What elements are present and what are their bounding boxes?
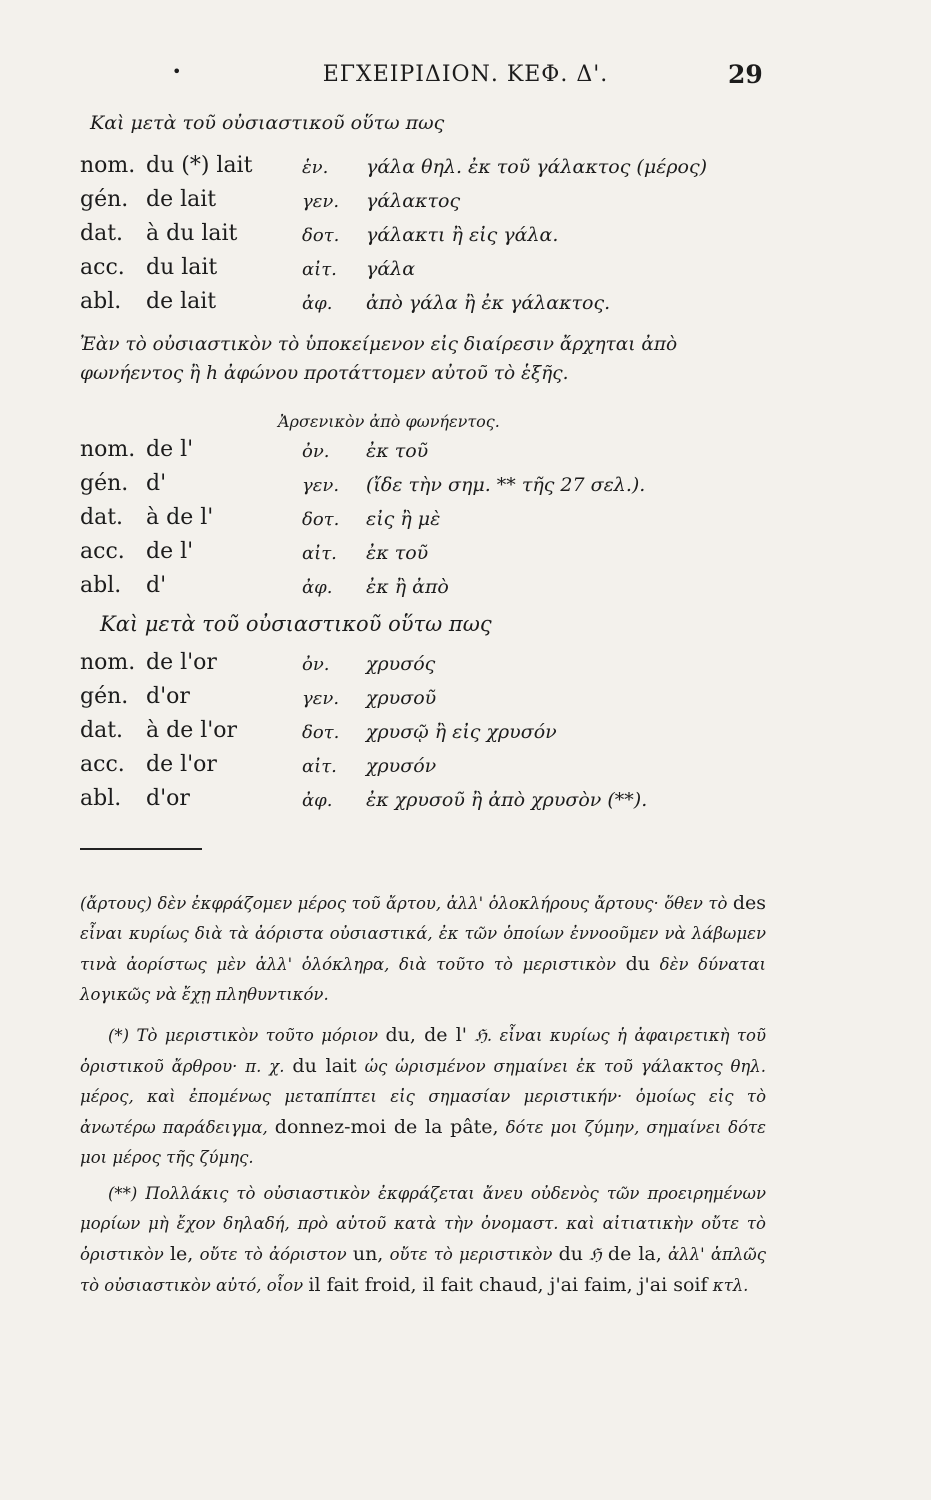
greek-case: ὀν. [302,441,330,462]
table-row [80,786,780,820]
case-label: abl. [80,289,122,314]
french-term: il fait froid, il fait chaud, j'ai faim, j'ai soif [308,1274,708,1296]
table-row [80,505,780,539]
table-row [80,752,780,786]
footnote-text: δότε μοι ζύμην, σημαίνει δότε μοι μέρος τῆς ζύμης. [80,1118,766,1167]
greek-translation: ἐκ τοῦ [366,440,429,462]
case-label: nom. [80,650,136,675]
running-head: ΕΓΧΕΙΡΙΔΙΟΝ. ΚΕΦ. Δ'. [322,62,609,87]
case-label: gén. [80,187,129,212]
footnote-text: ℌ. εἶναι κυρίως ἡ ἀφαιρετικὴ τοῦ ὁριστικοῦ ἄρθρου· π. χ. [80,1026,767,1076]
case-label: dat. [80,221,124,246]
french-form: de l'or [146,650,217,675]
footnote-text: ὡς ὡρισμένον σημαίνει ἐκ τοῦ γάλακτος θηλ. μέρος, καὶ ἐπομένως μεταπίπτει εἰς σημασίαν μεριστικήν· ὁμοίως εἰς τὸ ἀνωτέρω παράδειγμα, [80,1057,767,1137]
case-label: abl. [80,573,122,598]
french-term: donnez-moi de la pâte, [274,1116,499,1138]
greek-case: δοτ. [302,509,340,530]
footnote-text: δὲν δύναται λογικῶς νὰ ἔχῃ πληθυντικόν. [80,955,766,1004]
french-form: à de l'or [146,718,238,743]
greek-translation: (ἴδε τὴν σημ. ** τῆς 27 σελ.). [366,474,646,496]
french-form: d'or [146,786,190,811]
french-form: d'or [146,684,190,709]
footnote-text: οὔτε τὸ μεριστικὸν [389,1245,553,1264]
french-form: du (*) lait [146,153,253,178]
greek-translation: χρυσοῦ [366,687,437,709]
french-form: de lait [146,187,217,212]
footnote-text: οὔτε τὸ ἀόριστον [199,1245,347,1264]
greek-translation: χρυσῷ ἢ εἰς χρυσόν [366,721,557,743]
greek-case: ὀν. [302,654,330,675]
rule-paragraph [80,330,766,388]
paragraph-line: Ἐὰν τὸ οὐσιαστικὸν τὸ ὑποκείμενον εἰς διαίρεσιν ἄρχηται ἀπὸ [80,334,678,355]
footnote-text: ℌ [589,1245,602,1264]
french-form: d' [146,573,167,598]
greek-case: αἰτ. [302,543,337,564]
french-form: du lait [146,255,218,280]
french-term: du [625,953,651,975]
case-label: gén. [80,471,129,496]
greek-translation: ἐκ χρυσοῦ ἢ ἀπὸ χρυσὸν (**). [366,789,648,811]
greek-case: ἀφ. [302,790,333,811]
greek-case: δοτ. [302,722,340,743]
french-form: de l' [146,437,194,462]
footnote-text: εἶναι κυρίως διὰ τὰ ἀόριστα οὐσιαστικά, ἐκ τῶν ὁποίων ἐννοοῦμεν νὰ λάβωμεν τινὰ ἀορίστως μὲν ἀλλ' ὁλόκληρα, διὰ τοῦτο τὸ μεριστικὸν [80,924,766,974]
french-term: du lait [292,1055,357,1077]
footnote-text: (*) Τὸ μεριστικὸν τοῦτο μόριον [108,1026,379,1045]
greek-case: γεν. [302,688,340,709]
greek-translation: γάλα [366,258,416,280]
french-form: de l' [146,539,194,564]
greek-translation: ἀπὸ γάλα ἢ ἐκ γάλακτος. [366,292,611,314]
table-row [80,187,780,221]
greek-translation: χρυσός [366,653,436,675]
greek-translation: γάλακτος [366,190,461,212]
case-label: nom. [80,437,136,462]
paragraph-line: φωνήεντος ἢ h ἀφώνου προτάττομεν αὐτοῦ τὸ ἑξῆς. [80,363,569,384]
section3-intro: Καὶ μετὰ τοῦ οὐσιαστικοῦ οὕτω πως [100,612,492,636]
section2-subtitle: Ἀρσενικὸν ἀπὸ φωνήεντος. [278,412,500,431]
footnote-1 [80,1020,766,1173]
case-label: acc. [80,255,125,280]
french-term: du, de l' [385,1024,468,1046]
case-label: nom. [80,153,136,178]
french-form: à du lait [146,221,238,246]
table-row [80,471,780,505]
table-row [80,684,780,718]
greek-translation: ἐκ τοῦ [366,542,429,564]
french-term: le, [169,1243,194,1265]
french-term: du [558,1243,584,1265]
greek-translation: γάλακτι ἢ εἰς γάλα. [366,224,559,246]
case-label: acc. [80,752,125,777]
page-number: 29 [728,60,763,89]
case-label: gén. [80,684,129,709]
table-row [80,539,780,573]
footnote-text: κτλ. [712,1276,749,1295]
greek-translation: ἐκ ἢ ἀπὸ [366,576,449,598]
footnotes [80,888,766,1301]
header-dot: • [172,62,182,81]
footnote-text: ἀλλ' ἁπλῶς τὸ οὐσιαστικὸν αὐτό, οἷον [80,1245,766,1295]
greek-case: ἀφ. [302,293,333,314]
table-row [80,255,780,289]
greek-translation: γάλα θηλ. ἐκ τοῦ γάλακτος (μέρος) [366,156,708,178]
footnote-2 [80,1179,766,1301]
table-row [80,153,780,187]
greek-case: ἀφ. [302,577,333,598]
case-label: dat. [80,718,124,743]
greek-case: δοτ. [302,225,340,246]
french-term: un, [352,1243,384,1265]
greek-translation: χρυσόν [366,755,437,777]
footnote-text: (**) Πολλάκις τὸ οὐσιαστικὸν ἐκφράζεται ἄνευ οὐδενὸς τῶν προειρημένων μορίων μὴ ἔχον δηλαδή, πρὸ αὐτοῦ κατὰ τὴν ὀνομαστ. καὶ αἰτιατικὴν οὔτε τὸ ὁριστικὸν [80,1184,766,1264]
greek-case: γεν. [302,475,340,496]
greek-case: αἰτ. [302,259,337,280]
greek-translation: εἰς ἢ μὲ [366,508,441,530]
table-row [80,718,780,752]
case-label: dat. [80,505,124,530]
french-form: de lait [146,289,217,314]
footnote-text: (ἄρτους) δὲν ἐκφράζομεν μέρος τοῦ ἄρτου, ἀλλ' ὁλοκλήρους ἄρτους· ὅθεν τὸ [80,894,728,913]
french-form: à de l' [146,505,214,530]
section1-intro: Καὶ μετὰ τοῦ οὐσιαστικοῦ οὕτω πως [90,112,445,134]
table-row [80,289,780,323]
case-label: abl. [80,786,122,811]
table-row [80,573,780,607]
french-term: des [732,892,766,914]
footnote-rule [80,848,202,850]
greek-case: γεν. [302,191,340,212]
french-form: de l'or [146,752,217,777]
greek-case: ἑν. [302,157,329,178]
footnote-continuation [80,888,766,1010]
french-term: de la, [607,1243,662,1265]
french-form: d' [146,471,167,496]
table-row [80,221,780,255]
greek-case: αἰτ. [302,756,337,777]
table-row [80,437,780,471]
table-row [80,650,780,684]
case-label: acc. [80,539,125,564]
